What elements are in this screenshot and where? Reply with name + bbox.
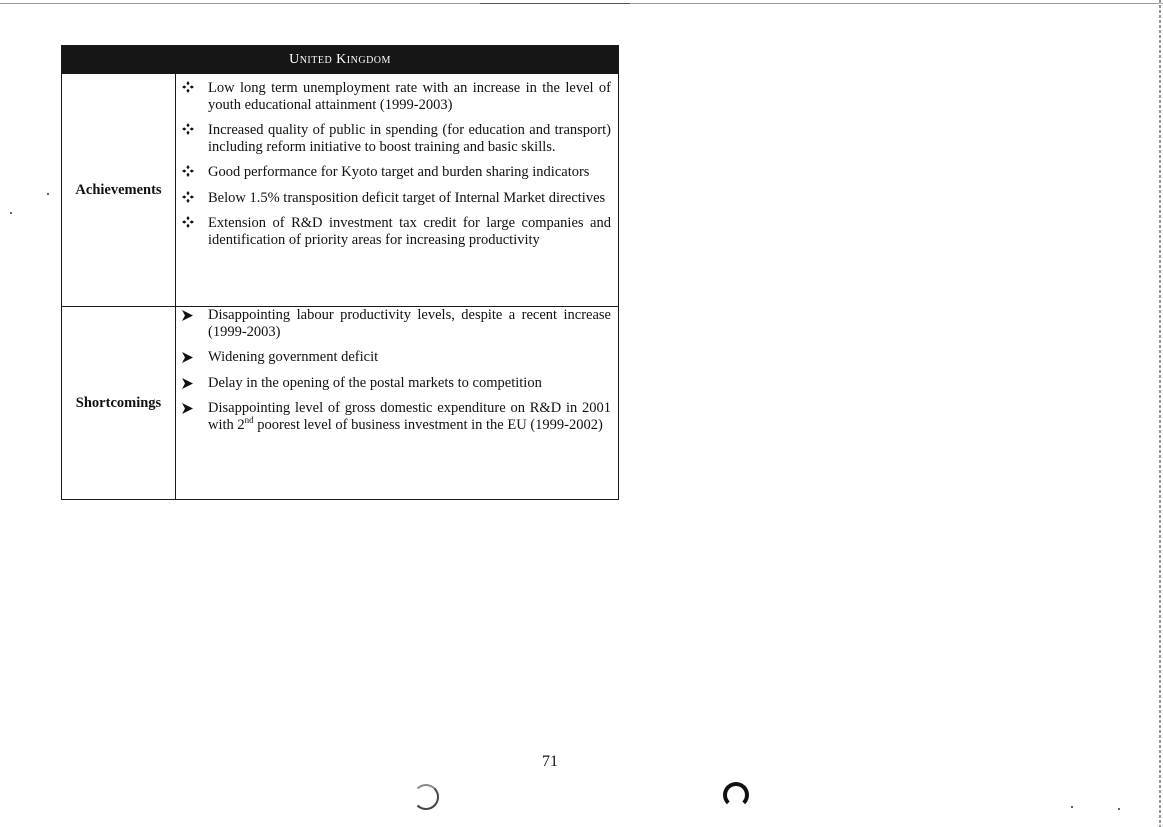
shortcoming-text: Disappointing labour productivity levels, despite a recent increase (1999-2003) [208, 307, 611, 340]
arrowhead-bullet-icon [182, 375, 208, 389]
shortcomings-label: Shortcomings [62, 307, 176, 500]
four-diamond-bullet-icon [182, 215, 208, 228]
achievement-text: Good performance for Kyoto target and burden sharing indicators [208, 164, 590, 180]
shortcoming-item [182, 307, 611, 340]
scan-speck [1071, 806, 1073, 808]
achievement-item [182, 122, 611, 155]
scan-speck [1118, 808, 1120, 810]
shortcoming-item [182, 400, 611, 433]
scan-right-edge [1159, 0, 1161, 827]
achievement-text: Increased quality of public in spending (for education and transport) including reform initiative to boost training and basic skills. [208, 122, 611, 155]
country-assessment-table [61, 45, 619, 500]
shortcoming-text: Delay in the opening of the postal markets to competition [208, 374, 542, 391]
arrowhead-bullet-icon [182, 349, 208, 363]
arrowhead-bullet-icon [182, 307, 208, 321]
shortcomings-list [176, 307, 619, 500]
shortcoming-item [182, 375, 611, 392]
table-header: United Kingdom [62, 46, 619, 74]
page-number: 71 [542, 753, 558, 770]
four-diamond-bullet-icon [182, 122, 208, 135]
achievements-row [62, 74, 619, 307]
shortcoming-text [208, 400, 611, 433]
shortcoming-text: Widening government deficit [208, 349, 379, 365]
achievement-item [182, 80, 611, 113]
achievement-item [182, 190, 611, 207]
achievements-label: Achievements [62, 74, 176, 307]
scan-top-rule-dark [480, 3, 630, 4]
achievement-text: Below 1.5% transposition deficit target of Internal Market directives [208, 189, 606, 206]
four-diamond-bullet-icon [182, 164, 208, 177]
shortcoming-text-after: poorest level of business investment in the EU (1999-2002) [253, 416, 603, 433]
table-header-row [62, 46, 619, 74]
achievement-item [182, 164, 611, 181]
achievement-text: Low long term unemployment rate with an increase in the level of youth educational attainment (1999-2003) [208, 80, 611, 113]
shortcoming-item [182, 349, 611, 366]
achievements-list [176, 74, 619, 307]
achievement-text: Extension of R&D investment tax credit for large companies and identification of priority areas for increasing productivity [208, 215, 611, 248]
four-diamond-bullet-icon [182, 190, 208, 203]
shortcomings-row [62, 307, 619, 500]
punch-hole-mark [723, 782, 749, 808]
scan-speck [47, 193, 49, 195]
punch-hole-mark [413, 784, 439, 810]
four-diamond-bullet-icon [182, 80, 208, 93]
shortcoming-text-before: Disappointing level of gross domestic expenditure on R&D in 2001 with 2 [208, 400, 611, 433]
scan-speck [10, 212, 12, 214]
ordinal-superscript: nd [244, 414, 254, 425]
achievement-item [182, 215, 611, 248]
arrowhead-bullet-icon [182, 400, 208, 414]
